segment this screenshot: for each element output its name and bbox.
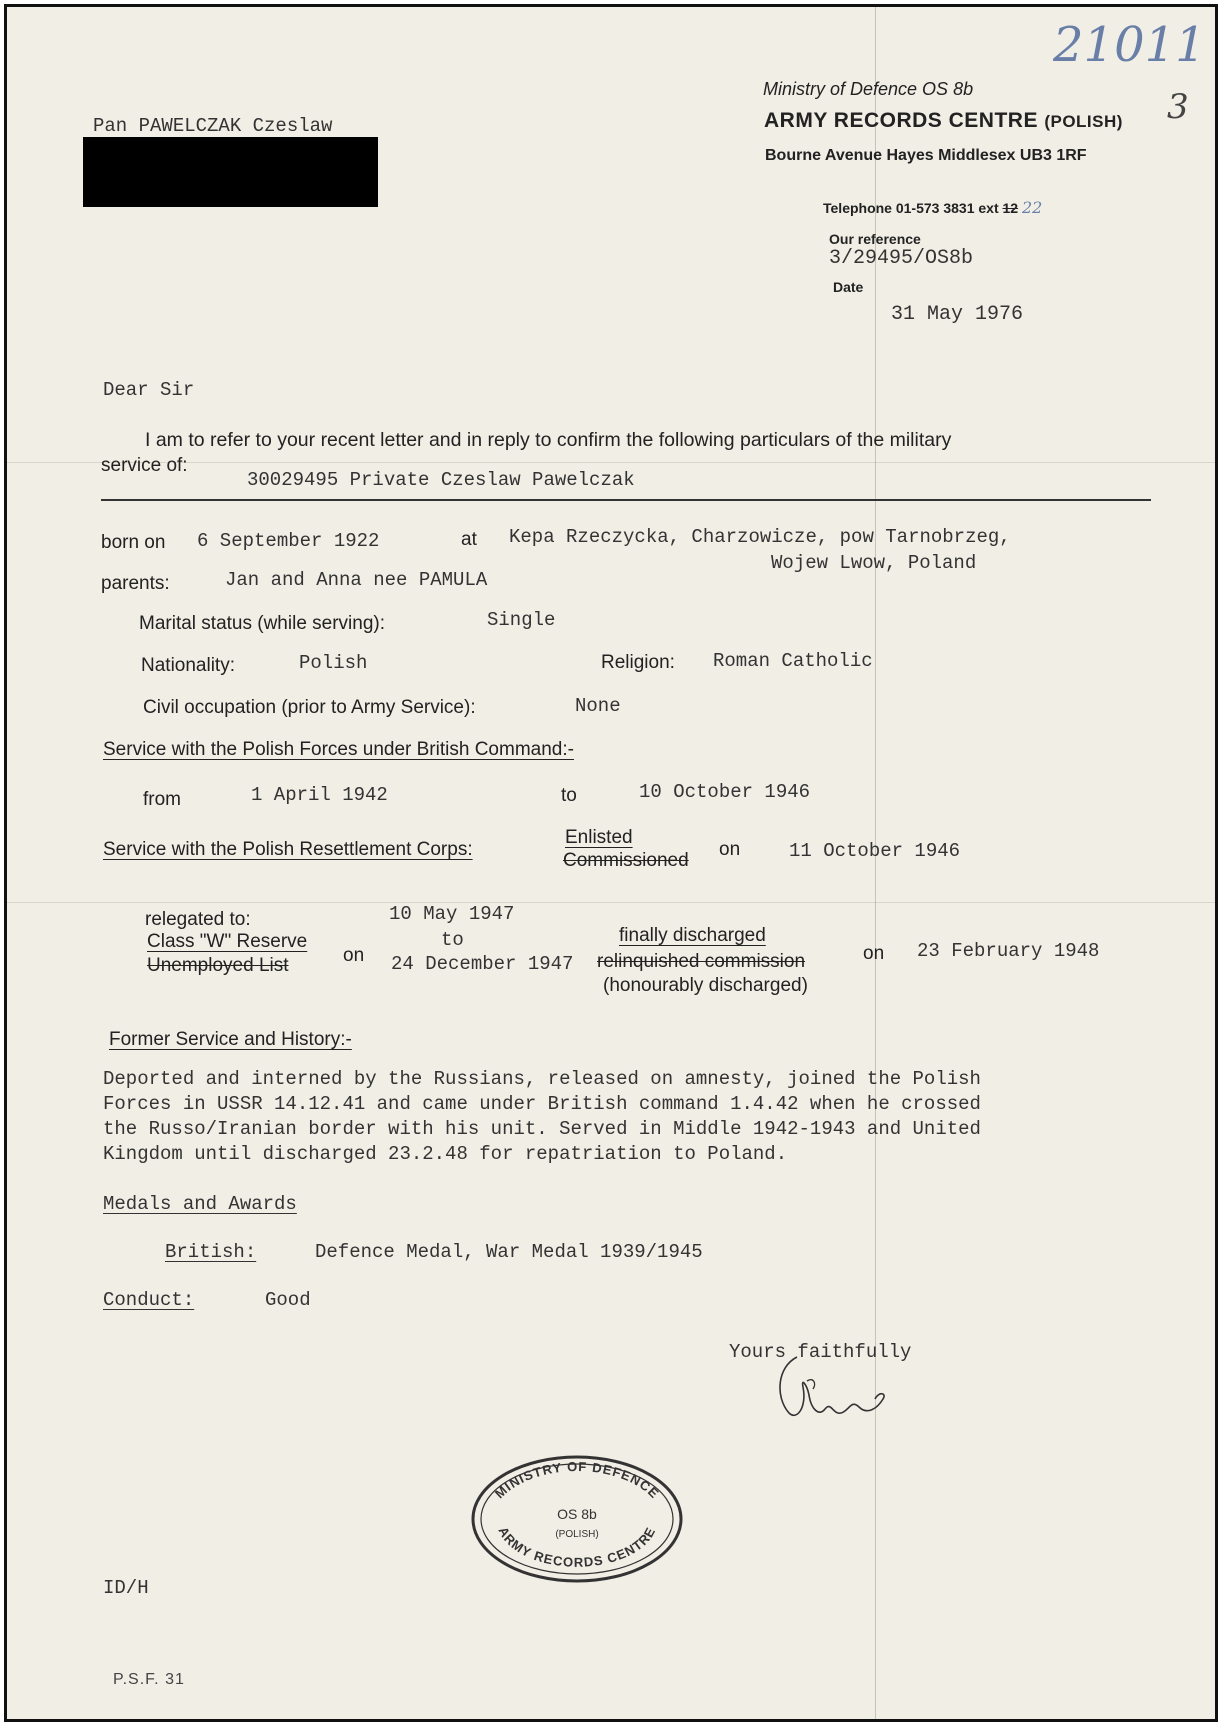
ministry-stamp <box>469 1453 685 1585</box>
nationality-label: Nationality: <box>141 655 235 676</box>
records-centre-suffix: (POLISH) <box>1044 112 1123 131</box>
finally-discharged: finally discharged <box>619 925 766 946</box>
fold-line-horizontal <box>7 902 1215 903</box>
date-label: Date <box>833 279 864 295</box>
british-label: British: <box>165 1241 257 1263</box>
stamp-line-2: (POLISH) <box>555 1529 599 1540</box>
handwritten-page-number: 3 <box>1167 87 1189 127</box>
to-value: 10 October 1946 <box>639 781 811 803</box>
fold-line-horizontal <box>7 462 1215 463</box>
relegated-to-date: 24 December 1947 <box>391 953 574 975</box>
to-label: to <box>561 785 577 806</box>
closing: Yours faithfully <box>729 1341 912 1363</box>
prc-heading: Service with the Polish Resettlement Corps: <box>103 839 473 860</box>
enlisted-label: Enlisted <box>565 827 633 848</box>
civil-occupation-value: None <box>575 695 621 717</box>
prc-date: 11 October 1946 <box>789 840 961 862</box>
service-british-heading: Service with the Polish Forces under British Command:- <box>103 739 574 760</box>
telephone-label: Telephone 01-573 3831 ext <box>823 200 999 216</box>
ministry-line: Ministry of Defence OS 8b <box>763 79 974 99</box>
civil-occupation-label: Civil occupation (prior to Army Service): <box>143 697 476 718</box>
history-line: Forces in USSR 14.12.41 and came under British command 1.4.42 when he crossed <box>103 1093 981 1115</box>
intro-line-2: service of: <box>101 455 188 476</box>
from-label: from <box>143 789 181 810</box>
born-place-line-1: Kepa Rzeczycka, Charzowicze, pow Tarnobrzeg, <box>509 526 1011 548</box>
discharge-on-label: on <box>863 943 885 964</box>
class-w-reserve: Class "W" Reserve <box>147 931 308 952</box>
reference-value: 3/29495/OS8b <box>829 247 974 270</box>
letter-page <box>4 4 1218 1722</box>
addressee-name: Pan PAWELCZAK Czeslaw <box>93 115 333 137</box>
service-of-value: 30029495 Private Czeslaw Pawelczak <box>247 469 635 491</box>
unemployed-list: Unemployed List <box>147 955 289 976</box>
prc-on-label: on <box>719 839 741 860</box>
stamp-bottom-text: ARMY RECORDS CENTRE <box>495 1524 659 1570</box>
nationality-value: Polish <box>299 652 368 674</box>
salutation: Dear Sir <box>103 379 195 401</box>
commissioned-label: Commissioned <box>563 850 689 871</box>
conduct-value: Good <box>265 1289 311 1311</box>
date-value: 31 May 1976 <box>891 303 1024 326</box>
signature <box>767 1337 907 1437</box>
from-value: 1 April 1942 <box>251 784 388 806</box>
footer-form-number: P.S.F. 31 <box>113 1671 185 1688</box>
telephone-ext: 12 <box>1002 200 1019 216</box>
former-service-heading: Former Service and History:- <box>109 1029 352 1050</box>
marital-label: Marital status (while serving): <box>139 613 386 634</box>
relegated-label: relegated to: <box>145 909 251 930</box>
at-label: at <box>461 529 477 550</box>
religion-label: Religion: <box>601 652 675 673</box>
footer-initials: ID/H <box>103 1577 149 1599</box>
relegated-to-word: to <box>441 929 464 951</box>
handwritten-file-number: 21011 <box>1053 17 1206 73</box>
parents-value: Jan and Anna nee PAMULA <box>225 569 488 591</box>
section-rule <box>101 499 1151 501</box>
stamp-top-text: MINISTRY OF DEFENCE <box>491 1458 663 1502</box>
history-line: Deported and interned by the Russians, released on amnesty, joined the Polish <box>103 1068 981 1090</box>
redaction-block <box>83 137 378 207</box>
records-centre-title <box>764 109 1123 133</box>
born-date: 6 September 1922 <box>197 530 380 552</box>
medals-heading: Medals and Awards <box>103 1193 297 1215</box>
telephone-line <box>823 198 1042 217</box>
relegated-on-label: on <box>343 945 365 966</box>
stamp-graphic <box>469 1453 685 1585</box>
born-label: born on <box>101 532 166 553</box>
religion-value: Roman Catholic <box>713 650 873 672</box>
history-line: Kingdom until discharged 23.2.48 for repatriation to Poland. <box>103 1143 788 1165</box>
marital-value: Single <box>487 609 556 631</box>
discharge-date: 23 February 1948 <box>917 940 1100 962</box>
letterhead-address: Bourne Avenue Hayes Middlesex UB3 1RF <box>765 147 1087 164</box>
reference-label: Our reference <box>829 231 921 247</box>
history-block <box>103 1067 981 1167</box>
parents-label: parents: <box>101 573 170 594</box>
british-value: Defence Medal, War Medal 1939/1945 <box>315 1241 703 1263</box>
conduct-label: Conduct: <box>103 1289 195 1311</box>
stamp-line-1: OS 8b <box>557 1506 597 1522</box>
records-centre-name: ARMY RECORDS CENTRE <box>764 109 1038 132</box>
relinquished-commission: relinquished commission <box>597 951 806 972</box>
intro-line-1: I am to refer to your recent letter and in reply to confirm the following particulars of the military <box>145 429 952 451</box>
relegated-from-date: 10 May 1947 <box>389 903 515 925</box>
born-place-line-2: Wojew Lwow, Poland <box>771 552 977 574</box>
honourably-discharged: (honourably discharged) <box>603 975 808 996</box>
telephone-ext-handwritten: 22 <box>1021 198 1043 217</box>
history-line: the Russo/Iranian border with his unit. Served in Middle 1942-1943 and United <box>103 1118 981 1140</box>
